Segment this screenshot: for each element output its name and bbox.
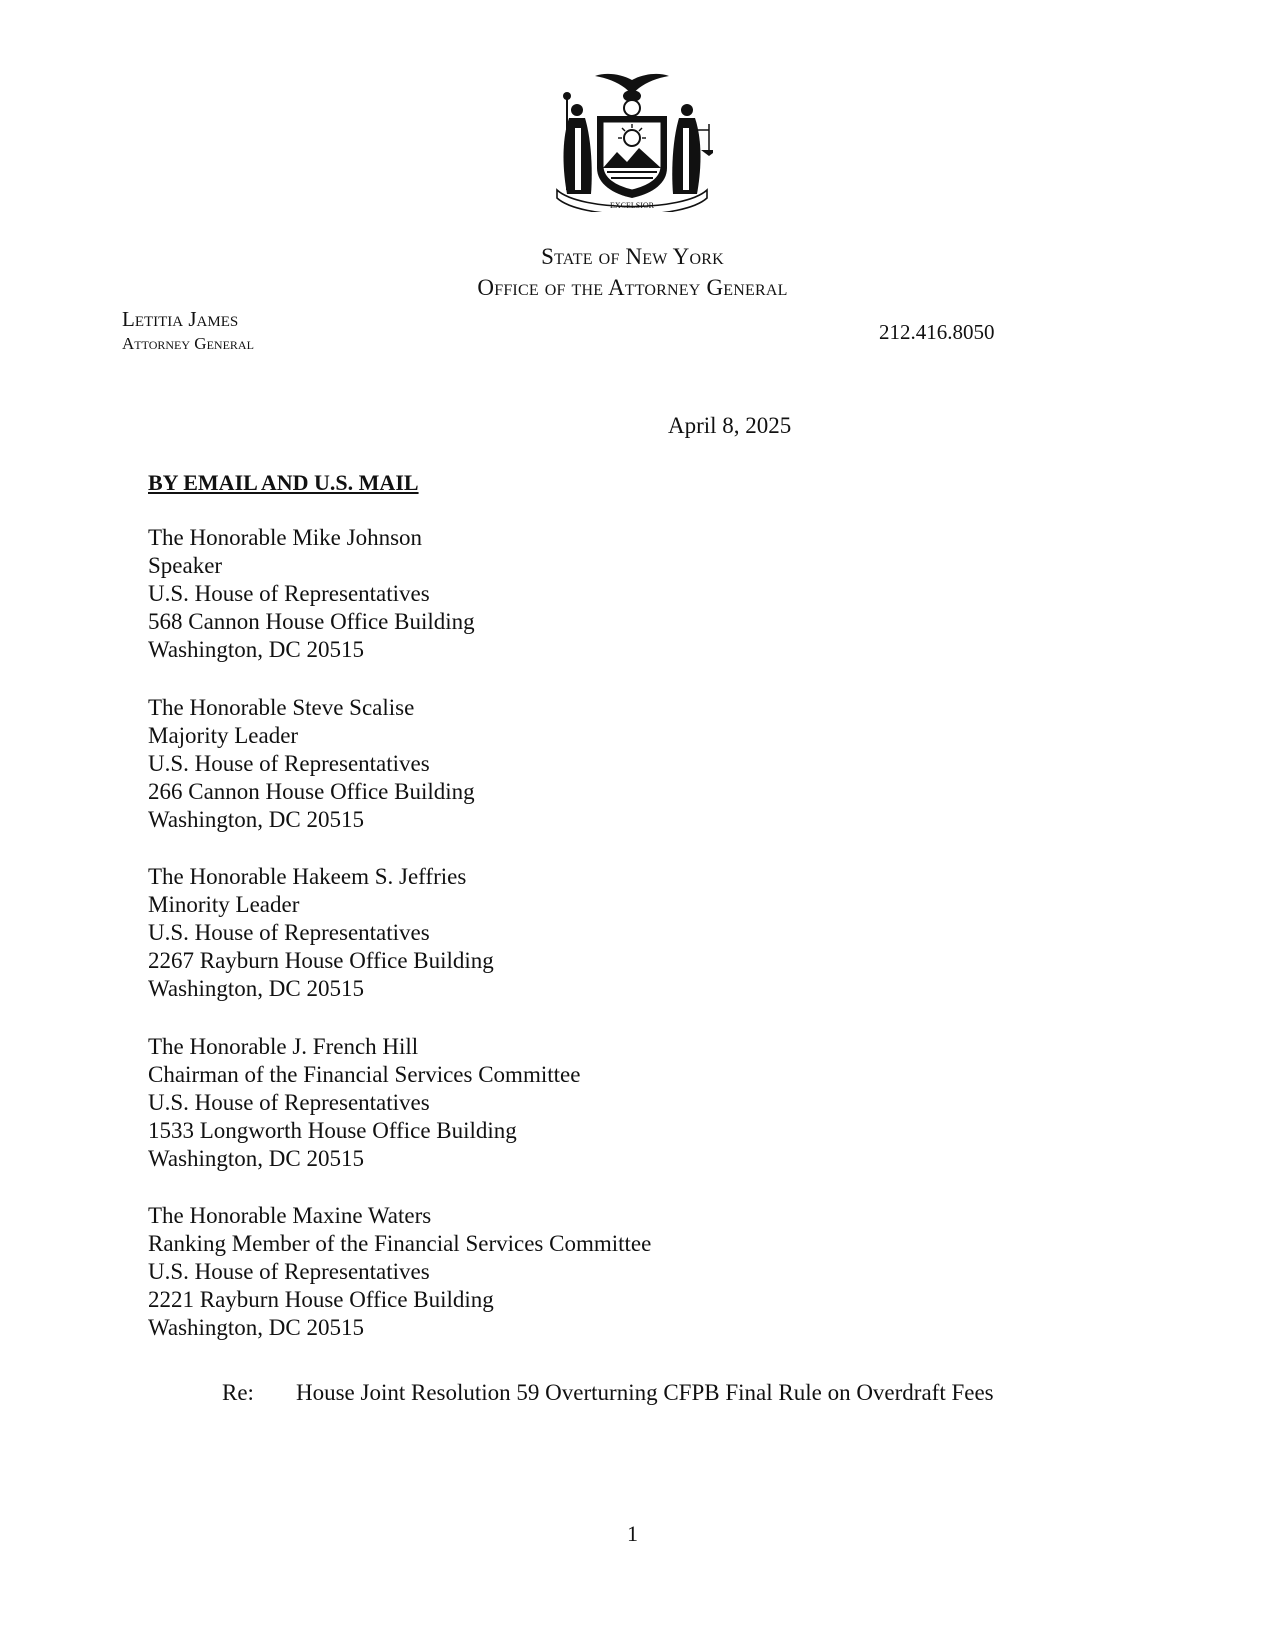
recipient-institution: U.S. House of Representatives xyxy=(148,751,430,776)
recipient-city: Washington, DC 20515 xyxy=(148,807,365,832)
recipient-building: 2221 Rayburn House Office Building xyxy=(148,1287,494,1312)
letterhead-state: State of New York xyxy=(541,244,724,269)
recipient-institution: U.S. House of Representatives xyxy=(148,1090,430,1115)
recipient-building: 2267 Rayburn House Office Building xyxy=(148,948,494,973)
sender-name: Letitia James xyxy=(122,307,239,331)
recipient-name: The Honorable Steve Scalise xyxy=(148,695,415,720)
recipient-title: Ranking Member of the Financial Services Committee xyxy=(148,1231,652,1256)
recipient-address-block xyxy=(148,1033,580,1173)
subject-label: Re: xyxy=(222,1380,254,1405)
recipient-title: Chairman of the Financial Services Committee xyxy=(148,1062,581,1087)
recipient-city: Washington, DC 20515 xyxy=(148,1146,365,1171)
sender-title: Attorney General xyxy=(122,334,254,353)
seal-motto: EXCELSIOR xyxy=(610,201,654,210)
state-seal-logo xyxy=(551,72,713,212)
letter-date: April 8, 2025 xyxy=(668,413,792,438)
sender-phone: 212.416.8050 xyxy=(879,320,995,344)
letterhead-office: Office of the Attorney General xyxy=(477,275,788,300)
recipient-institution: U.S. House of Representatives xyxy=(148,920,430,945)
recipient-building: 266 Cannon House Office Building xyxy=(148,779,475,804)
recipient-institution: U.S. House of Representatives xyxy=(148,581,430,606)
subject-line: House Joint Resolution 59 Overturning CFPB Final Rule on Overdraft Fees xyxy=(296,1380,994,1405)
recipient-address-block xyxy=(148,1202,651,1342)
recipient-name: The Honorable Hakeem S. Jeffries xyxy=(148,864,467,889)
page-number: 1 xyxy=(627,1521,638,1546)
recipient-title: Minority Leader xyxy=(148,892,300,917)
recipient-city: Washington, DC 20515 xyxy=(148,976,365,1001)
recipient-title: Majority Leader xyxy=(148,723,299,748)
delivery-method: BY EMAIL AND U.S. MAIL xyxy=(148,470,419,495)
recipient-city: Washington, DC 20515 xyxy=(148,637,365,662)
recipient-address-block xyxy=(148,863,494,1003)
recipient-name: The Honorable Mike Johnson xyxy=(148,525,423,550)
recipient-building: 568 Cannon House Office Building xyxy=(148,609,475,634)
recipient-institution: U.S. House of Representatives xyxy=(148,1259,430,1284)
recipient-city: Washington, DC 20515 xyxy=(148,1315,365,1340)
recipient-name: The Honorable Maxine Waters xyxy=(148,1203,432,1228)
recipient-title: Speaker xyxy=(148,553,223,578)
recipient-name: The Honorable J. French Hill xyxy=(148,1034,419,1059)
recipient-building: 1533 Longworth House Office Building xyxy=(148,1118,517,1143)
recipient-address-block xyxy=(148,694,475,834)
recipient-address-block xyxy=(148,524,475,664)
